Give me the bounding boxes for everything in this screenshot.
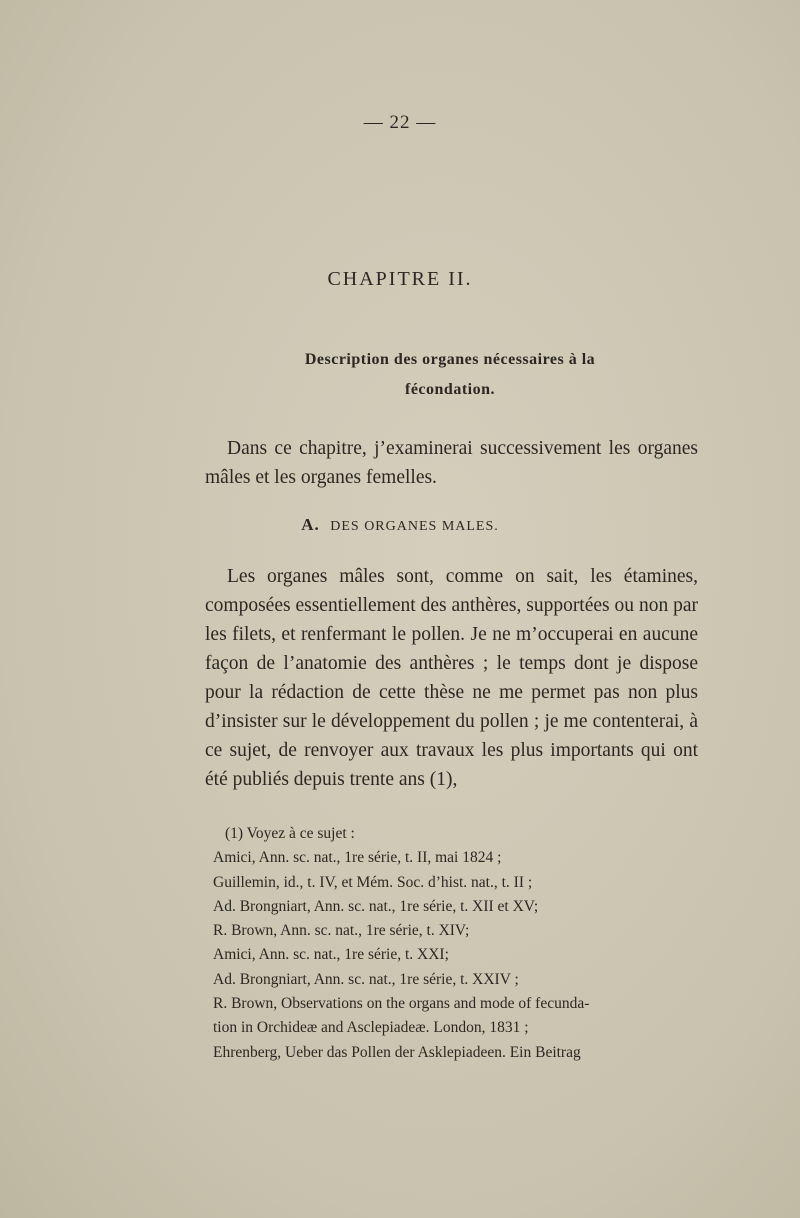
main-paragraph: Les organes mâles sont, comme on sait, les étamines, composées essentiellement des anthères, supportées ou non par les filets, et renfermant le pollen. Je ne m’occuperai en aucune façon de l’anatomie des anthères ; le temps dont je dispose pour la rédaction de cette thèse ne me permet pas non plus d’insister sur le développement du pollen ; je me contenterai, à ce sujet, de renvoyer aux travaux les plus importants qui ont été publiés depuis trente ans (1),: [205, 566, 698, 790]
page-number: — 22 —: [363, 112, 437, 133]
footnote-line: Guillemin, id., t. IV, et Mém. Soc. d’hist. nat., t. II ;: [213, 873, 533, 891]
footnote-line: (1) Voyez à ce sujet :: [225, 825, 355, 842]
intro-paragraph: Dans ce chapitre, j’examinerai successivement les organes mâles et les organes femelles.: [205, 438, 698, 488]
subheading-text: DES ORGANES MALES.: [330, 519, 499, 534]
section-title-line-2: fécondation.: [405, 381, 495, 398]
footnote-line: tion in Orchideæ and Asclepiadeæ. London, 1831 ;: [213, 1019, 529, 1037]
footnote-line: R. Brown, Ann. sc. nat., 1re série, t. XIV;: [213, 922, 470, 940]
footnotes: [213, 822, 703, 1065]
footnote-line: Ehrenberg, Ueber das Pollen der Asklepiadeen. Ein Beitrag: [213, 1043, 581, 1061]
chapter-heading: CHAPITRE II.: [327, 268, 473, 290]
section-title-line-1: Description des organes nécessaires à la: [304, 351, 596, 368]
footnote-line: Amici, Ann. sc. nat., 1re série, t. XXI;: [213, 946, 449, 964]
footnote-line: R. Brown, Observations on the organs and mode of fecunda-: [213, 995, 590, 1013]
footnote-line: Ad. Brongniart, Ann. sc. nat., 1re série, t. XII et XV;: [213, 897, 539, 915]
section-title: [220, 345, 680, 405]
subheading-letter: A.: [301, 515, 320, 534]
footnote-line: Ad. Brongniart, Ann. sc. nat., 1re série, t. XXIV ;: [213, 970, 519, 988]
footnote-line: Amici, Ann. sc. nat., 1re série, t. II, mai 1824 ;: [213, 849, 502, 867]
subheading: [0, 515, 800, 535]
